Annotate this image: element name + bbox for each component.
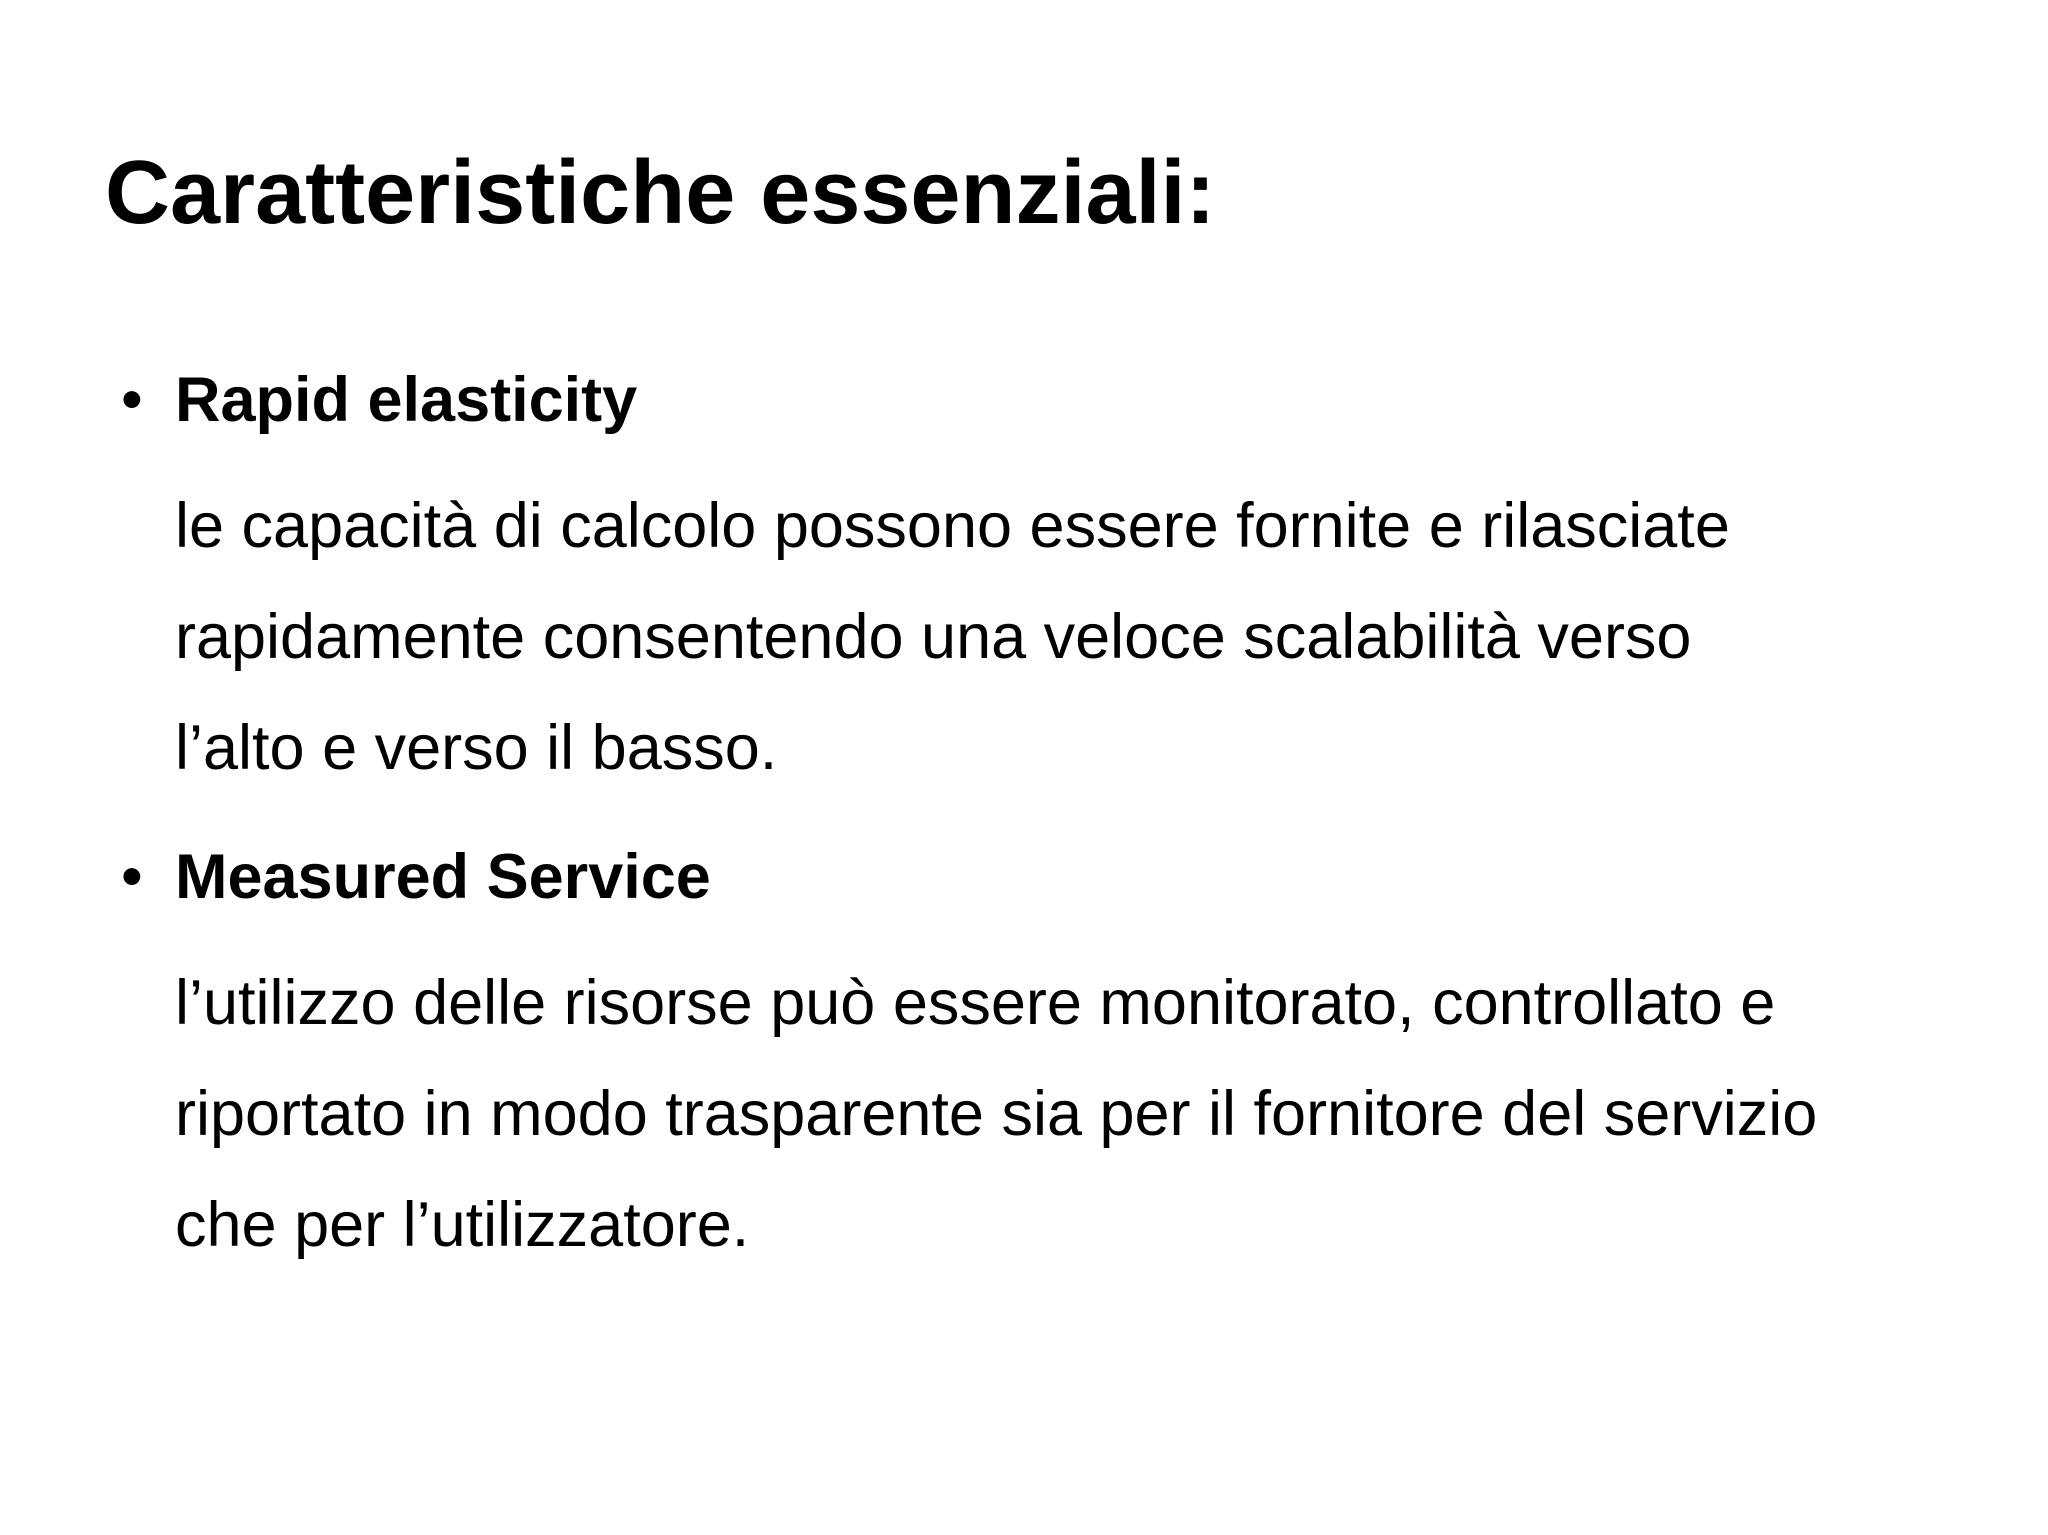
description-line: le capacità di calcolo possono essere fornite e rilasciate <box>175 491 1730 561</box>
description-line: rapidamente consentendo una veloce scalabilità verso <box>175 602 1692 672</box>
description-line: riportato in modo trasparente sia per il fornitore del servizio <box>175 1079 1818 1149</box>
bullet-heading: Measured Service <box>175 842 711 912</box>
description-line: l’alto e verso il basso. <box>175 713 778 783</box>
bullet-description <box>175 471 1730 804</box>
description-line: che per l’utilizzatore. <box>175 1190 750 1260</box>
bullet-heading: Rapid elasticity <box>175 365 638 435</box>
bullet-marker: • <box>121 365 143 434</box>
bullet-description <box>175 948 1817 1281</box>
bullet-marker: • <box>121 842 143 911</box>
slide-title: Caratteristiche essenziali: <box>105 143 1216 243</box>
description-line: l’utilizzo delle risorse può essere monitorato, controllato e <box>175 968 1776 1038</box>
